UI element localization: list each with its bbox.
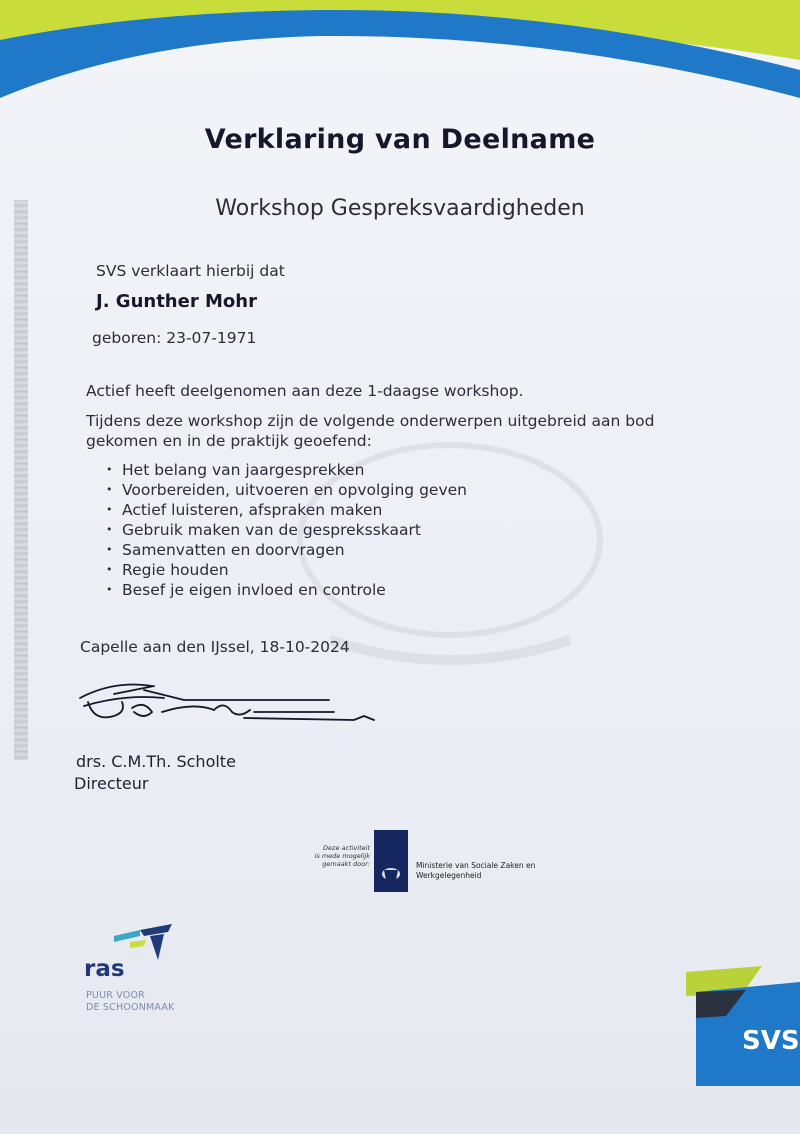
- place-and-date: Capelle aan den IJssel, 18-10-2024: [80, 638, 350, 656]
- participation-statement: Actief heeft deelgenomen aan deze 1-daagse workshop.: [86, 382, 524, 400]
- topics-list: [102, 460, 467, 600]
- signatory-name: drs. C.M.Th. Scholte: [76, 752, 236, 771]
- list-item: • Regie houden: [102, 560, 467, 580]
- topics-intro-line-1: Tijdens deze workshop zijn de volgende onderwerpen uitgebreid aan bod: [86, 412, 655, 430]
- list-item: • Gebruik maken van de gespreksskaart: [102, 520, 467, 540]
- ministry-note: Deze activiteit is mede mogelijk gemaakt door:: [314, 844, 370, 868]
- signatory-role: Directeur: [74, 774, 149, 793]
- list-item: • Besef je eigen invloed en controle: [102, 580, 467, 600]
- participant-name: J. Gunther Mohr: [96, 291, 257, 312]
- list-item: • Voorbereiden, uitvoeren en opvolging geven: [102, 480, 467, 500]
- birth-date: geboren: 23-07-1971: [92, 329, 257, 347]
- perforated-edge-strip: [14, 200, 28, 760]
- topics-intro-line-2: gekomen en in de praktijk geoefend:: [86, 432, 372, 450]
- svs-logo-text: SVS: [742, 1026, 800, 1056]
- ras-logo: ras PUUR VOOR DE SCHOONMAAK: [84, 922, 214, 1022]
- handwritten-signature: [74, 672, 384, 742]
- certificate-title: Verklaring van Deelname: [204, 124, 596, 155]
- workshop-subtitle: Workshop Gespreksvaardigheden: [215, 196, 585, 221]
- ministry-crest-box: [374, 830, 408, 892]
- list-item: • Samenvatten en doorvragen: [102, 540, 467, 560]
- list-item: • Het belang van jaargesprekken: [102, 460, 467, 480]
- list-item: • Actief luisteren, afspraken maken: [102, 500, 467, 520]
- intro-text: SVS verklaart hierbij dat: [96, 262, 285, 280]
- ministry-logo: [300, 830, 560, 892]
- ministry-name: Ministerie van Sociale Zaken en Werkgelegenheid: [416, 861, 536, 880]
